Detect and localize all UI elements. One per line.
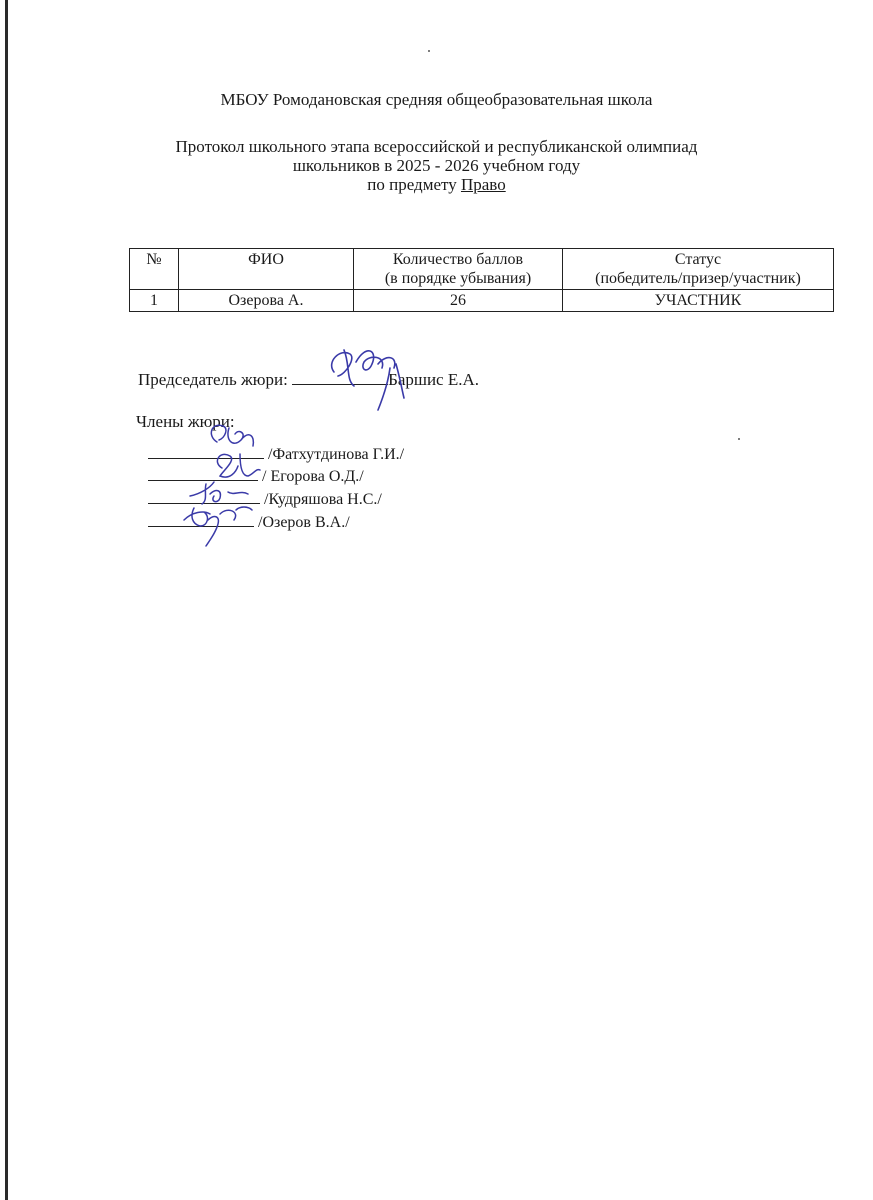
header-fio: ФИО [179, 249, 354, 290]
member-signature-line [148, 466, 258, 481]
cell-num: 1 [130, 290, 179, 312]
chair-signature-line [292, 370, 388, 385]
header-status-line-1: Статус [674, 251, 722, 268]
chair-name: Баршис Е.А. [388, 370, 480, 389]
scan-speck [428, 50, 430, 52]
subject-value: Право [460, 175, 506, 194]
protocol-line-2: школьников в 2025 - 2026 учебном году [292, 156, 581, 175]
jury-member [148, 512, 350, 532]
members-label: Члены жюри: [136, 412, 235, 431]
member-name: /Фатхутдинова Г.И./ [268, 446, 405, 463]
subject-line [0, 175, 873, 194]
jury-member [148, 444, 404, 464]
chair-label: Председатель жюри: [138, 370, 288, 389]
header-status-line-2: (победитель/призер/участник) [595, 270, 801, 287]
member-name: /Озеров В.А./ [258, 514, 350, 531]
table-header-row [130, 249, 834, 290]
results-table [129, 248, 834, 312]
protocol-line-1: Протокол школьного этапа всероссийской и республиканской олимпиад [175, 137, 698, 156]
member-signature-line [148, 489, 260, 504]
member-signature-line [148, 444, 264, 459]
subject-prefix: по предмету [367, 175, 461, 194]
header-score-line-2: (в порядке убывания) [384, 270, 532, 287]
jury-chair [138, 370, 479, 390]
cell-status: УЧАСТНИК [563, 290, 834, 312]
jury-member [148, 466, 364, 486]
member-signature-line [148, 512, 254, 527]
table-row [130, 290, 834, 312]
header-score [354, 249, 563, 290]
member-name: / Егорова О.Д./ [262, 468, 364, 485]
member-name: /Кудряшова Н.С./ [264, 491, 382, 508]
header-status [563, 249, 834, 290]
header-num: № [130, 249, 179, 290]
scan-speck [738, 438, 740, 440]
header-score-line-1: Количество баллов [392, 251, 524, 268]
protocol-title [0, 137, 873, 194]
cell-score: 26 [354, 290, 563, 312]
jury-member [148, 489, 382, 509]
cell-fio: Озерова А. [179, 290, 354, 312]
school-name: МБОУ Ромодановская средняя общеобразовательная школа [220, 90, 653, 109]
